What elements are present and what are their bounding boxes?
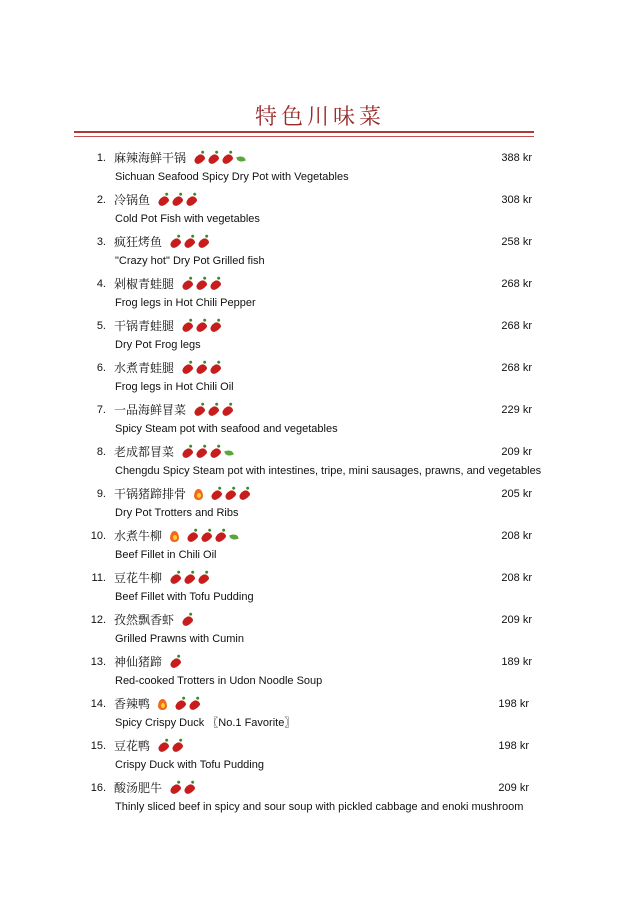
- chili-pepper-icon: [200, 530, 213, 542]
- chili-pepper-icon: [195, 320, 208, 332]
- chili-pepper-icon: [197, 236, 210, 248]
- chili-pepper-icon: [193, 152, 206, 164]
- menu-item-header: [0, 442, 640, 462]
- menu-item: [0, 392, 640, 434]
- menu-item: [0, 770, 640, 812]
- item-price: 308 kr: [501, 194, 532, 206]
- chili-pepper-icon: [209, 278, 222, 290]
- menu-item-header: [0, 232, 640, 252]
- chili-pepper-icon: [169, 782, 182, 794]
- item-chinese-name: 冷锅鱼: [114, 193, 151, 207]
- chili-pepper-icon: [183, 236, 196, 248]
- menu-item-header: [0, 400, 640, 420]
- fire-icon: [194, 489, 203, 500]
- chili-pepper-icon: [185, 194, 198, 206]
- item-english-name: Beef Fillet with Tofu Pudding: [115, 591, 254, 603]
- item-chinese-name-group: [114, 316, 224, 336]
- item-english-name: Chengdu Spicy Steam pot with intestines, tripe, mini sausages, prawns, and vegetables: [115, 465, 542, 477]
- item-price: 208 kr: [501, 572, 532, 584]
- item-english-name: Beef Fillet in Chili Oil: [115, 549, 217, 561]
- fire-icon: [158, 699, 167, 710]
- item-english-name: Thinly sliced beef in spicy and sour soup with pickled cabbage and enoki mushroom: [115, 801, 524, 813]
- item-number: 1.: [96, 152, 106, 164]
- menu-item-header: [0, 568, 640, 588]
- menu-item: [0, 266, 640, 308]
- item-chinese-name-group: [114, 484, 253, 504]
- item-english-name: Grilled Prawns with Cumin: [115, 633, 244, 645]
- menu-item: [0, 434, 640, 476]
- item-price: 268 kr: [501, 278, 532, 290]
- item-chinese-name-group: [114, 400, 236, 420]
- item-chinese-name: 麻辣海鲜干锅: [114, 151, 187, 165]
- item-price: 268 kr: [501, 362, 532, 374]
- item-english-name: Dry Pot Trotters and Ribs: [115, 507, 239, 519]
- menu-item-header: [0, 778, 640, 798]
- menu-item: [0, 602, 640, 644]
- menu-item-header: [0, 610, 640, 630]
- item-chinese-name-group: [114, 232, 212, 252]
- item-chinese-name: 酸汤肥牛: [114, 781, 163, 795]
- item-chinese-name: 一品海鲜冒菜: [114, 403, 187, 417]
- item-english-name: Spicy Steam pot with seafood and vegetables: [115, 423, 338, 435]
- item-price: 209 kr: [498, 782, 529, 794]
- chili-pepper-icon: [197, 572, 210, 584]
- chili-pepper-icon: [171, 194, 184, 206]
- chili-pepper-icon: [169, 236, 182, 248]
- chili-pepper-icon: [209, 320, 222, 332]
- item-number: 7.: [96, 404, 106, 416]
- menu-item: [0, 224, 640, 266]
- item-price: 209 kr: [501, 446, 532, 458]
- item-number: 15.: [90, 740, 106, 752]
- chili-pepper-icon: [195, 362, 208, 374]
- item-price: 258 kr: [501, 236, 532, 248]
- chili-pepper-icon: [214, 530, 227, 542]
- page-title: 特色川味菜: [254, 105, 385, 130]
- item-chinese-name: 干锅猪蹄排骨: [114, 487, 187, 501]
- chili-pepper-icon: [193, 404, 206, 416]
- item-chinese-name: 孜然飘香虾: [114, 613, 175, 627]
- menu-item: [0, 182, 640, 224]
- item-chinese-name: 水煮青蛙腿: [114, 361, 175, 375]
- item-english-name: Sichuan Seafood Spicy Dry Pot with Vegetables: [115, 171, 349, 183]
- item-price: 189 kr: [501, 656, 532, 668]
- menu-item: [0, 476, 640, 518]
- item-english-name: Red-cooked Trotters in Udon Noodle Soup: [115, 675, 323, 687]
- chili-pepper-icon: [238, 488, 251, 500]
- chili-pepper-icon: [181, 446, 194, 458]
- item-chinese-name: 豆花鸭: [114, 739, 151, 753]
- item-price: 209 kr: [501, 614, 532, 626]
- item-english-name: Spicy Crispy Duck 〖No.1 Favorite〗: [115, 717, 296, 729]
- chili-pepper-icon: [207, 152, 220, 164]
- chili-pepper-icon: [157, 740, 170, 752]
- chili-pepper-icon: [221, 152, 234, 164]
- item-number: 11.: [91, 572, 106, 584]
- item-chinese-name-group: [114, 148, 245, 168]
- leaf-icon: [224, 448, 234, 456]
- menu-item: [0, 308, 640, 350]
- chili-pepper-icon: [188, 698, 201, 710]
- item-english-name: Frog legs in Hot Chili Oil: [115, 381, 234, 393]
- item-chinese-name: 水煮牛柳: [114, 529, 163, 543]
- menu-item: [0, 686, 640, 728]
- item-number: 3.: [96, 236, 106, 248]
- item-price: 205 kr: [501, 488, 532, 500]
- item-chinese-name-group: [114, 694, 203, 714]
- item-chinese-name-group: [114, 190, 200, 210]
- menu-item: [0, 518, 640, 560]
- item-number: 14.: [90, 698, 106, 710]
- item-number: 12.: [90, 614, 106, 626]
- chili-pepper-icon: [221, 404, 234, 416]
- menu-item-header: [0, 484, 640, 504]
- menu-item: [0, 728, 640, 770]
- item-chinese-name-group: [114, 652, 184, 672]
- menu-item-header: [0, 652, 640, 672]
- chili-pepper-icon: [181, 278, 194, 290]
- chili-pepper-icon: [209, 446, 222, 458]
- item-english-name: Dry Pot Frog legs: [115, 339, 201, 351]
- item-english-name: Cold Pot Fish with vegetables: [115, 213, 260, 225]
- item-chinese-name: 干锅青蛙腿: [114, 319, 175, 333]
- title-rule-thin: [74, 136, 534, 137]
- chili-pepper-icon: [195, 278, 208, 290]
- item-chinese-name: 香辣鸭: [114, 697, 151, 711]
- menu-item: [0, 350, 640, 392]
- item-number: 5.: [96, 320, 106, 332]
- menu-list: [0, 140, 640, 812]
- item-price: 388 kr: [501, 152, 532, 164]
- item-number: 10.: [90, 530, 106, 542]
- menu-item: [0, 644, 640, 686]
- item-chinese-name-group: [114, 778, 198, 798]
- chili-pepper-icon: [195, 446, 208, 458]
- menu-item-header: [0, 148, 640, 168]
- item-chinese-name-group: [114, 568, 212, 588]
- item-price: 208 kr: [501, 530, 532, 542]
- item-chinese-name: 老成都冒菜: [114, 445, 175, 459]
- item-chinese-name-group: [114, 526, 238, 546]
- chili-pepper-icon: [181, 614, 194, 626]
- item-number: 13.: [90, 656, 106, 668]
- chili-pepper-icon: [224, 488, 237, 500]
- chili-pepper-icon: [157, 194, 170, 206]
- menu-item-header: [0, 526, 640, 546]
- chili-pepper-icon: [209, 362, 222, 374]
- item-number: 6.: [96, 362, 106, 374]
- chili-pepper-icon: [183, 572, 196, 584]
- title-rule-thick: [74, 131, 534, 133]
- menu-item: [0, 140, 640, 182]
- chili-pepper-icon: [181, 362, 194, 374]
- leaf-icon: [236, 154, 246, 162]
- item-price: 268 kr: [501, 320, 532, 332]
- item-chinese-name-group: [114, 442, 233, 462]
- item-price: 198 kr: [498, 740, 529, 752]
- item-chinese-name: 豆花牛柳: [114, 571, 163, 585]
- menu-item-header: [0, 274, 640, 294]
- chili-pepper-icon: [174, 698, 187, 710]
- chili-pepper-icon: [181, 320, 194, 332]
- chili-pepper-icon: [207, 404, 220, 416]
- item-number: 9.: [96, 488, 106, 500]
- chili-pepper-icon: [186, 530, 199, 542]
- chili-pepper-icon: [210, 488, 223, 500]
- menu-item: [0, 560, 640, 602]
- fire-icon: [170, 531, 179, 542]
- menu-item-header: [0, 694, 640, 714]
- menu-item-header: [0, 358, 640, 378]
- item-number: 8.: [96, 446, 106, 458]
- item-english-name: Frog legs in Hot Chili Pepper: [115, 297, 256, 309]
- chili-pepper-icon: [169, 572, 182, 584]
- menu-item-header: [0, 736, 640, 756]
- item-price: 198 kr: [498, 698, 529, 710]
- item-chinese-name-group: [114, 736, 186, 756]
- item-number: 16.: [90, 782, 106, 794]
- item-english-name: "Crazy hot" Dry Pot Grilled fish: [115, 255, 265, 267]
- item-number: 2.: [96, 194, 106, 206]
- chili-pepper-icon: [171, 740, 184, 752]
- leaf-icon: [229, 532, 239, 540]
- item-number: 4.: [96, 278, 106, 290]
- item-chinese-name-group: [114, 274, 224, 294]
- item-chinese-name: 神仙猪蹄: [114, 655, 163, 669]
- chili-pepper-icon: [183, 782, 196, 794]
- item-english-name: Crispy Duck with Tofu Pudding: [115, 759, 264, 771]
- menu-item-header: [0, 316, 640, 336]
- item-chinese-name-group: [114, 358, 224, 378]
- item-price: 229 kr: [501, 404, 532, 416]
- menu-item-header: [0, 190, 640, 210]
- item-chinese-name: 疯狂烤鱼: [114, 235, 163, 249]
- chili-pepper-icon: [169, 656, 182, 668]
- item-chinese-name-group: [114, 610, 196, 630]
- item-chinese-name: 剁椒青蛙腿: [114, 277, 175, 291]
